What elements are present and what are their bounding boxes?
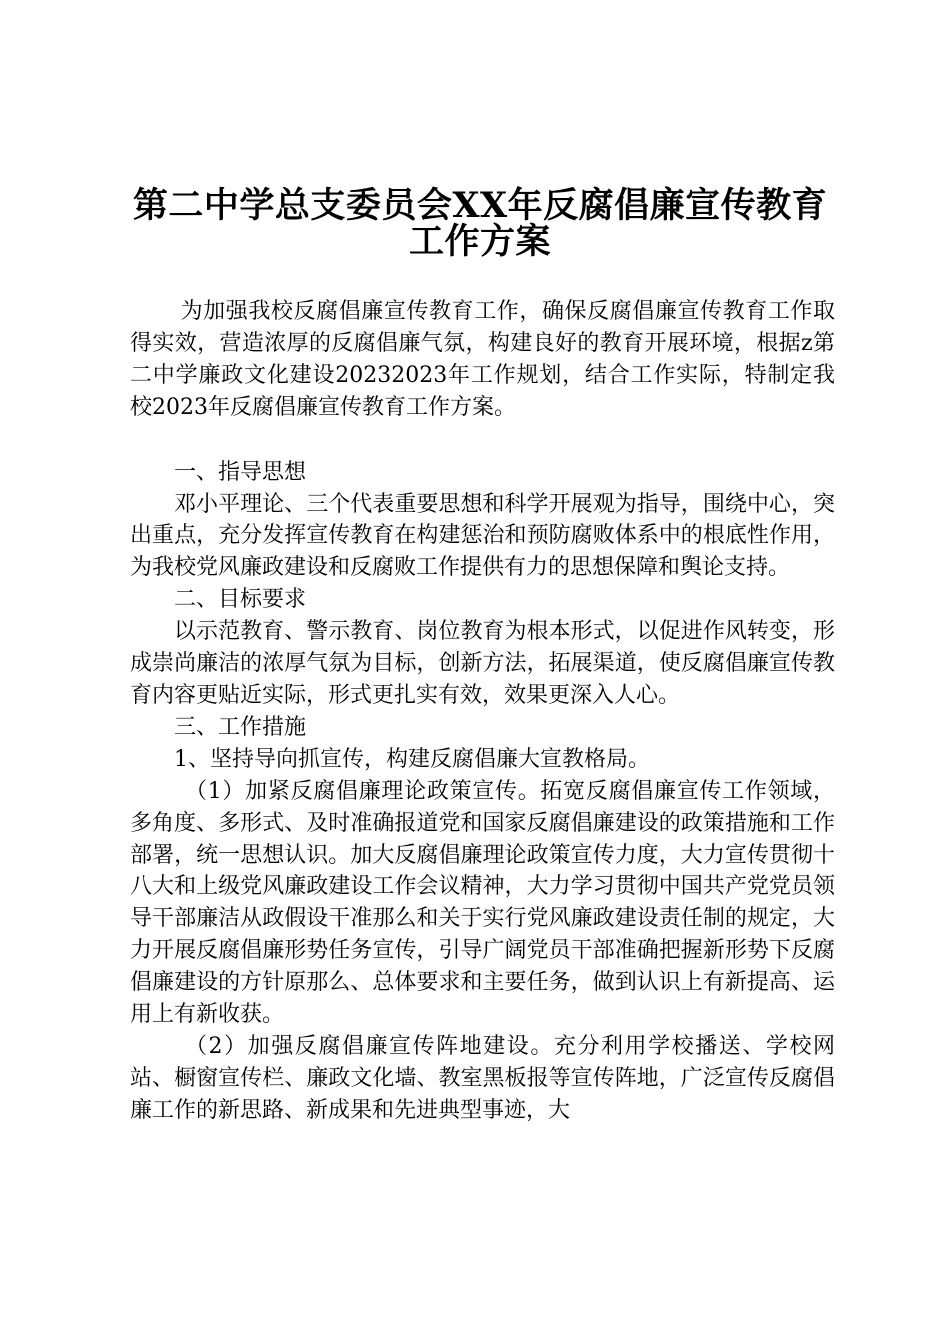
document-title-line-2: 工作方案 bbox=[408, 221, 551, 262]
section-text-guiding-thought: 邓小平理论、三个代表重要思想和科学开展观为指导，围绕中心，突出重点，充分发挥宣传教育在构建惩治和预防腐败体系中的根底性作用，为我校党风廉政建设和反腐败工作提供有力的思想保障和舆论支持。 bbox=[130, 491, 835, 581]
section-text-goals: 以示范教育、警示教育、岗位教育为根本形式，以促进作风转变，形成崇尚廉洁的浓厚气氛为目标，创新方法，拓展渠道，使反腐倡廉宣传教育内容更贴近实际，形式更扎实有效，效果更深入人心。 bbox=[130, 619, 835, 708]
section-heading-measures: 三、工作措施 bbox=[174, 714, 307, 740]
section-heading-goals: 二、目标要求 bbox=[174, 587, 307, 613]
document-title-line-1: 第二中学总支委员会XX年反腐倡廉宣传教育 bbox=[132, 185, 828, 226]
section-heading-guiding-thought: 一、指导思想 bbox=[174, 459, 307, 485]
measure-subitem-1: （1）加紧反腐倡廉理论政策宣传。拓宽反腐倡廉宣传工作领域，多角度、多形式、及时准确报道党和国家反腐倡廉建设的政策措施和工作部署，统一思想认识。加大反腐倡廉理论政策宣传力度，大力宣传贯彻十八大和上级党风廉政建设工作会议精神，大力学习贯彻中国共产党党员领导干部廉洁从政假设干准那么和关于实行党风廉政建设责任制的规定，大力开展反腐倡廉形势任务宣传，引导广阔党员干部准确把握新形势下反腐倡廉建设的方针原那么、总体要求和主要任务，做到认识上有新提高、运用上有新收获。 bbox=[130, 778, 835, 1028]
paragraph-spacer bbox=[130, 424, 835, 457]
measure-item-1: 1、坚持导向抓宣传，构建反腐倡廉大宣教格局。 bbox=[174, 746, 650, 772]
document-body bbox=[130, 296, 835, 1127]
intro-paragraph: 为加强我校反腐倡廉宣传教育工作，确保反腐倡廉宣传教育工作取得实效，营造浓厚的反腐倡廉气氛，构建良好的教育开展环境，根据z第二中学廉政文化建设20232023年工作规划，结合工作实际，特制定我校2023年反腐倡廉宣传教育工作方案。 bbox=[130, 299, 835, 420]
measure-subitem-2: （2）加强反腐倡廉宣传阵地建设。充分利用学校播送、学校网站、橱窗宣传栏、廉政文化墙、教室黑板报等宣传阵地，广泛宣传反腐倡廉工作的新思路、新成果和先进典型事迹，大 bbox=[130, 1033, 835, 1123]
